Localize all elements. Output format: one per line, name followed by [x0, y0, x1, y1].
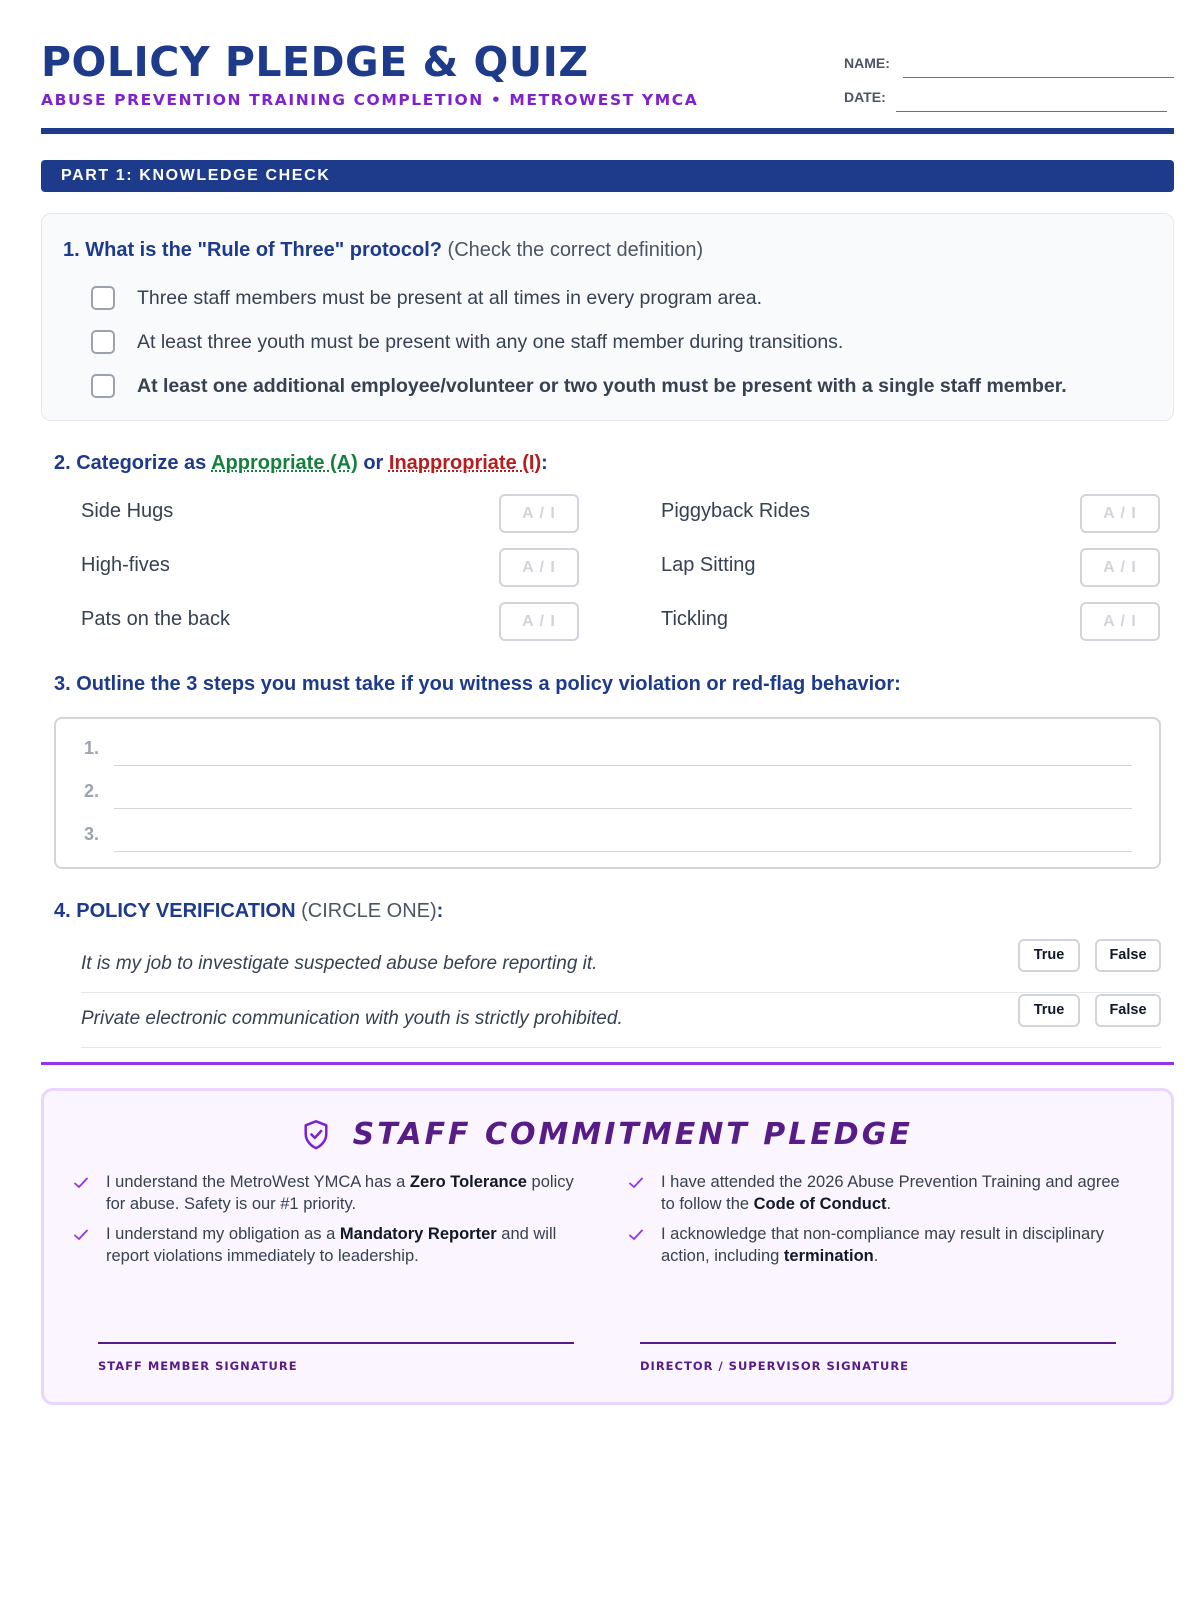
- question-4-note: (CIRCLE ONE): [295, 900, 437, 922]
- category-item-label: Tickling: [661, 608, 729, 630]
- question-1-text: 1. What is the "Rule of Three" protocol?: [63, 239, 442, 261]
- true-option[interactable]: True: [1018, 939, 1080, 972]
- true-option[interactable]: True: [1018, 994, 1080, 1027]
- pledge-text: .: [873, 1247, 879, 1265]
- true-false-statement: Private electronic communication with youth is strictly prohibited.: [81, 1008, 623, 1029]
- step-number: 1.: [84, 738, 100, 758]
- step-answer-line[interactable]: [114, 765, 1132, 766]
- option-checkbox[interactable]: [91, 330, 115, 354]
- date-label: DATE:: [844, 89, 886, 105]
- checkmark-icon: [628, 1176, 644, 1190]
- true-false-row: [81, 939, 1161, 993]
- category-answer-box[interactable]: A / I: [499, 494, 579, 533]
- question-4-suffix: :: [436, 900, 444, 922]
- step-number: 3.: [84, 824, 100, 844]
- question-4-text: POLICY VERIFICATION: [76, 900, 296, 922]
- pledge-statement: [661, 1171, 1131, 1215]
- name-field[interactable]: [903, 77, 1174, 78]
- pledge-emphasis: Code of Conduct: [753, 1195, 887, 1213]
- pledge-text: I understand my obligation as a: [106, 1225, 340, 1243]
- question-1-option[interactable]: [91, 372, 1067, 400]
- director-signature-line[interactable]: [640, 1342, 1116, 1344]
- option-checkbox[interactable]: [91, 374, 115, 398]
- name-label: NAME:: [844, 55, 890, 71]
- category-item-label: Piggyback Rides: [661, 500, 810, 522]
- option-checkbox[interactable]: [91, 286, 115, 310]
- appropriate-label: Appropriate (A): [211, 452, 358, 474]
- section-divider: [41, 1062, 1174, 1065]
- pledge-text: I understand the MetroWest YMCA has a: [106, 1173, 410, 1191]
- pledge-text: policy for abuse. Safety is our #1 priority.: [106, 1173, 574, 1213]
- pledge-text: I have attended the 2026 Abuse Prevention Training and agree to follow the: [661, 1173, 1120, 1213]
- category-answer-box[interactable]: A / I: [1080, 548, 1160, 587]
- question-2-prefix: 2. Categorize as: [54, 452, 212, 474]
- page-subtitle: ABUSE PREVENTION TRAINING COMPLETION • METROWEST YMCA: [41, 91, 699, 109]
- document-page: [41, 0, 1174, 1373]
- question-4-prefix: 4.: [54, 900, 77, 922]
- category-item-label: Lap Sitting: [661, 554, 756, 576]
- question-2-title: [54, 452, 548, 475]
- question-1-box: [41, 213, 1174, 421]
- step-number: 2.: [84, 781, 100, 801]
- question-1-title: [63, 239, 703, 262]
- part-1-banner: PART 1: KNOWLEDGE CHECK: [41, 160, 1174, 192]
- pledge-box: [41, 1088, 1174, 1405]
- checkmark-icon: [628, 1228, 644, 1242]
- pledge-emphasis: termination: [783, 1247, 874, 1265]
- date-field[interactable]: [896, 111, 1167, 112]
- category-answer-box[interactable]: A / I: [499, 602, 579, 641]
- option-label: At least one additional employee/volunteer or two youth must be present with a single staff member.: [137, 374, 1067, 397]
- pledge-emphasis: Mandatory Reporter: [339, 1225, 497, 1243]
- category-item-label: High-fives: [81, 554, 170, 576]
- category-answer-box[interactable]: A / I: [1080, 602, 1160, 641]
- category-item-label: Pats on the back: [81, 608, 230, 630]
- steps-answer-box: [54, 717, 1161, 869]
- false-option[interactable]: False: [1095, 939, 1161, 972]
- director-signature-label: DIRECTOR / SUPERVISOR SIGNATURE: [640, 1359, 910, 1373]
- option-label: At least three youth must be present with any one staff member during transitions.: [137, 330, 844, 353]
- pledge-text: and will report violations immediately to leadership.: [106, 1225, 557, 1265]
- page-title: POLICY PLEDGE & QUIZ: [41, 38, 589, 86]
- question-2-or: or: [357, 452, 389, 474]
- document-header: [41, 0, 1174, 134]
- step-answer-line[interactable]: [114, 808, 1132, 809]
- category-answer-box[interactable]: A / I: [499, 548, 579, 587]
- pledge-text: .: [886, 1195, 892, 1213]
- checkmark-icon: [73, 1176, 89, 1190]
- shield-check-icon: [302, 1119, 330, 1151]
- question-1-note: (Check the correct definition): [447, 239, 704, 261]
- question-3-title: 3. Outline the 3 steps you must take if you witness a policy violation or red-flag behavior:: [54, 673, 901, 695]
- inappropriate-label: Inappropriate (I): [388, 452, 542, 474]
- staff-signature-line[interactable]: [98, 1342, 574, 1344]
- true-false-row: [81, 994, 1161, 1048]
- false-option[interactable]: False: [1095, 994, 1161, 1027]
- option-label: Three staff members must be present at all times in every program area.: [137, 286, 762, 309]
- question-4-title: [54, 900, 443, 923]
- category-answer-box[interactable]: A / I: [1080, 494, 1160, 533]
- step-answer-line[interactable]: [114, 851, 1132, 852]
- staff-signature-label: STAFF MEMBER SIGNATURE: [98, 1359, 298, 1373]
- pledge-statement: [106, 1223, 576, 1267]
- pledge-title: STAFF COMMITMENT PLEDGE: [352, 1117, 913, 1152]
- pledge-text: I acknowledge that non-compliance may result in disciplinary action, including: [661, 1225, 1104, 1265]
- question-2-suffix: :: [541, 452, 548, 474]
- category-item-label: Side Hugs: [81, 500, 174, 522]
- checkmark-icon: [73, 1228, 89, 1242]
- pledge-emphasis: Zero Tolerance: [409, 1173, 527, 1191]
- true-false-statement: It is my job to investigate suspected abuse before reporting it.: [81, 953, 598, 974]
- pledge-heading: [44, 1117, 1171, 1152]
- pledge-statement: [661, 1223, 1131, 1267]
- question-1-option[interactable]: [91, 284, 762, 312]
- pledge-statement: [106, 1171, 576, 1215]
- question-1-option[interactable]: [91, 328, 843, 356]
